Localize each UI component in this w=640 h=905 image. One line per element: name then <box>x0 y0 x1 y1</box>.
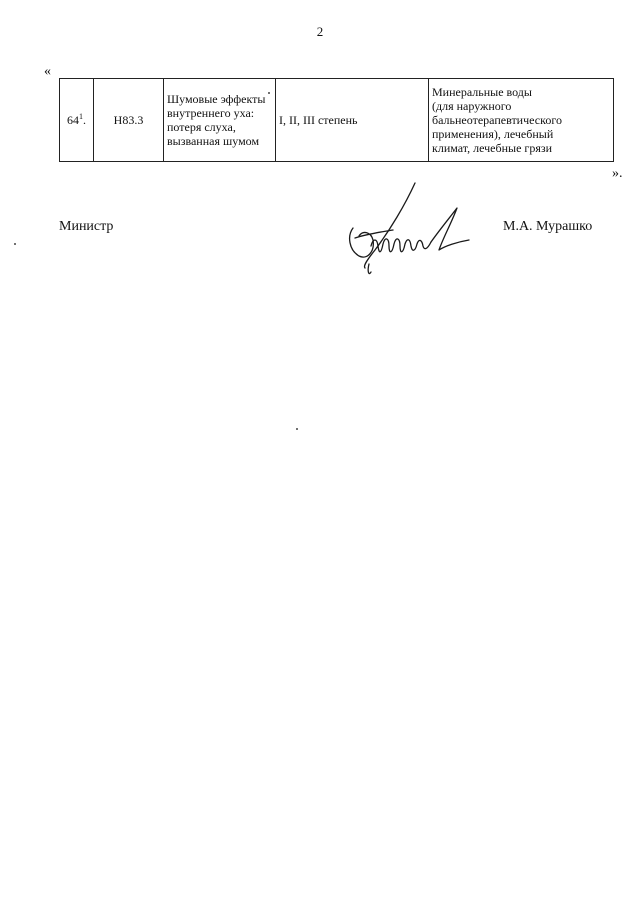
treatment-factor-line: климат, лечебные грязи <box>432 141 553 155</box>
degree-text: I, II, III степень <box>279 113 358 127</box>
row-number-cell <box>60 79 94 162</box>
table-row <box>60 79 614 162</box>
scan-speck <box>14 243 16 245</box>
disease-name-line: потеря слуха, <box>167 120 236 134</box>
scan-speck <box>268 92 270 94</box>
row-number-suffix: . <box>83 113 86 127</box>
signer-name: М.А. Мурашко <box>503 219 593 234</box>
treatment-factor-line: применения), лечебный <box>432 127 554 141</box>
treatment-factor-line: бальнеотерапевтического <box>432 113 562 127</box>
disease-name-line: вызванная шумом <box>167 134 260 148</box>
icd-code-cell <box>94 79 164 162</box>
treatment-factor-line: (для наружного <box>432 99 512 113</box>
degree-cell <box>276 79 429 162</box>
signature-row <box>0 219 640 239</box>
closing-quote: ». <box>612 166 623 181</box>
page-number: 2 <box>316 24 324 39</box>
scan-speck <box>296 428 298 430</box>
handwritten-signature <box>345 180 475 280</box>
row-number-superscript: 1 <box>79 112 83 121</box>
opening-quote: « <box>44 64 51 79</box>
signer-role: Министр <box>59 219 114 234</box>
disease-name-line: Шумовые эффекты <box>167 92 266 106</box>
treatment-factors-cell <box>429 79 614 162</box>
treatment-factor-line: Минеральные воды <box>432 85 532 99</box>
disease-name-cell <box>164 79 276 162</box>
icd-code: H83.3 <box>113 113 144 127</box>
amendment-table <box>59 78 614 162</box>
row-number: 64 <box>67 113 79 127</box>
disease-name-line: внутреннего уха: <box>167 106 255 120</box>
